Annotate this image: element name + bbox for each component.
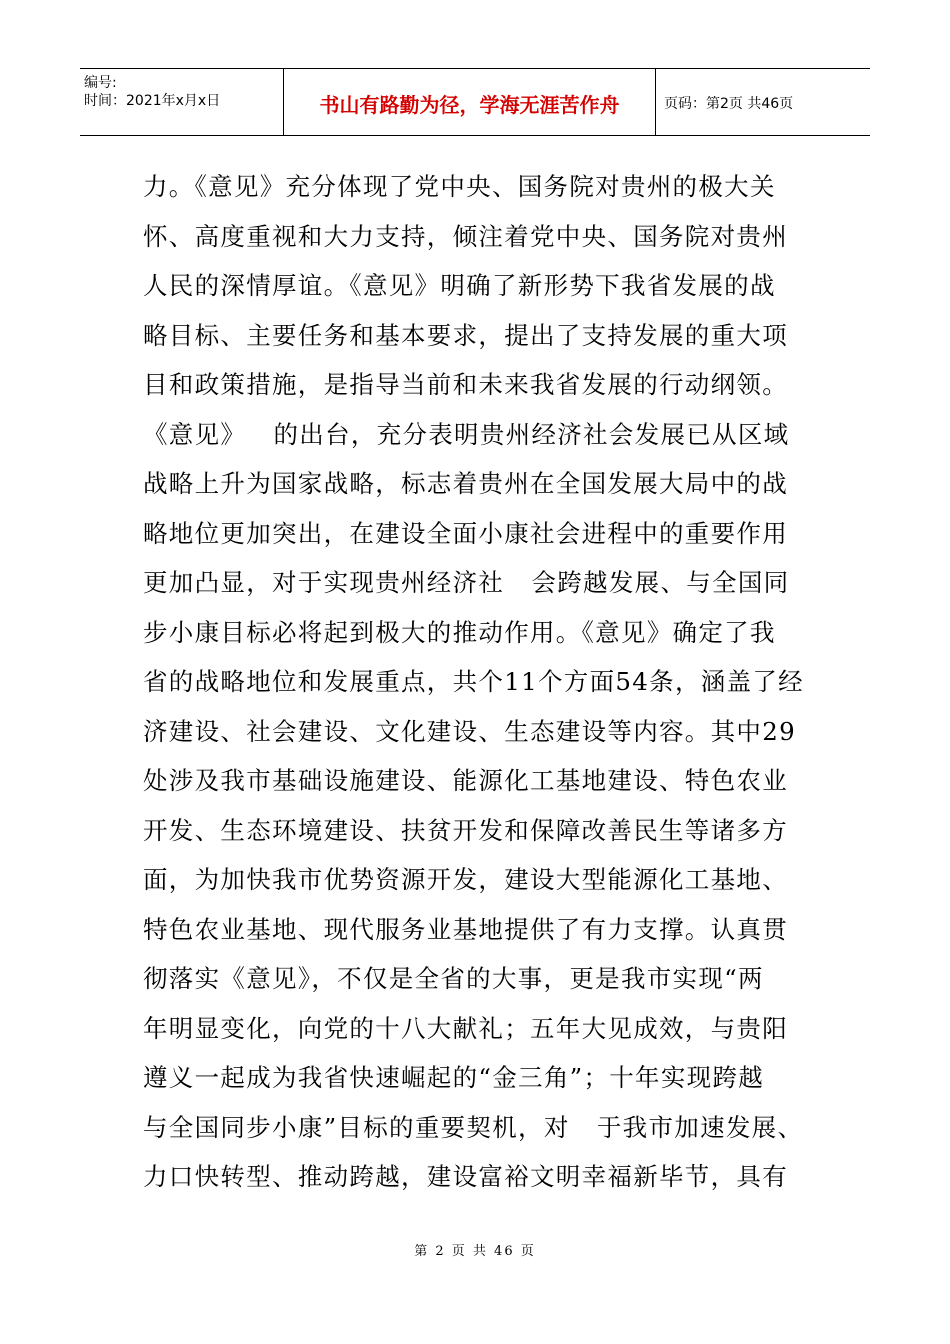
body-line: 略目标、主要任务和基本要求，提出了支持发展的重大项 bbox=[143, 320, 788, 350]
header-motto-cell bbox=[283, 69, 656, 135]
body-line: 特色农业基地、现代服务业基地提供了有力支撑。认真贯 bbox=[143, 914, 788, 944]
body-line: 略地位更加突出，在建设全面小康社会进程中的重要作用 bbox=[143, 518, 788, 548]
body-line: 面，为加快我市优势资源开发，建设大型能源化工基地、 bbox=[143, 865, 788, 894]
body-line: 《意见》 的出台，充分表明贵州经济社会发展已从区域 bbox=[143, 419, 790, 449]
time-label: 时间：2021年x月x日 bbox=[84, 93, 221, 109]
body-line: 步小康目标必将起到极大的推动作用。《意见》确定了我 bbox=[143, 617, 776, 647]
header-meta-cell bbox=[80, 69, 283, 135]
page-header bbox=[80, 68, 870, 136]
body-line: 处涉及我市基础设施建设、能源化工基地建设、特色农业 bbox=[143, 766, 788, 795]
body-line: 济建设、社会建设、文化建设、生态建设等内容。其中29 bbox=[143, 716, 796, 746]
header-page-cell bbox=[656, 69, 870, 135]
body-line: 遵义一起成为我省快速崛起的“金三角”；十年实现跨越 bbox=[143, 1063, 765, 1092]
document-body bbox=[143, 162, 823, 1202]
body-line: 彻落实《意见》，不仅是全省的大事，更是我市实现“两 bbox=[143, 964, 764, 993]
body-line: 开发、生态环境建设、扶贫开发和保障改善民生等诸多方 bbox=[143, 815, 788, 845]
body-line: 更加凸显，对于实现贵州经济社 会跨越发展、与全国同 bbox=[143, 568, 790, 597]
body-line: 力。《意见》充分体现了党中央、国务院对贵州的极大关 bbox=[143, 172, 776, 201]
body-line: 力口快转型、推动跨越，建设富裕文明幸福新毕节，具有 bbox=[143, 1162, 788, 1191]
body-line: 目和政策措施，是指导当前和未来我省发展的行动纲领。 bbox=[143, 370, 788, 399]
body-line: 战略上升为国家战略，标志着贵州在全国发展大局中的战 bbox=[143, 469, 788, 498]
body-line: 年明显变化，向党的十八大献礼；五年大见成效，与贵阳 bbox=[143, 1013, 788, 1043]
header-page-code: 页码：第2页 共46页 bbox=[664, 96, 794, 112]
body-line: 人民的深情厚谊。《意见》明确了新形势下我省发展的战 bbox=[143, 271, 776, 300]
body-line: 与全国同步小康”目标的重要契机，对 于我市加速发展、 bbox=[143, 1112, 804, 1142]
page-footer: 第 2 页 共 46 页 bbox=[414, 1244, 536, 1259]
header-motto: 书山有路勤为径，学海无涯苦作舟 bbox=[319, 93, 620, 117]
body-line: 怀、高度重视和大力支持，倾注着党中央、国务院对贵州 bbox=[143, 221, 788, 251]
serial-label: 编号: bbox=[84, 75, 117, 91]
body-line: 省的战略地位和发展重点，共个11个方面54条，涵盖了经 bbox=[143, 667, 804, 696]
